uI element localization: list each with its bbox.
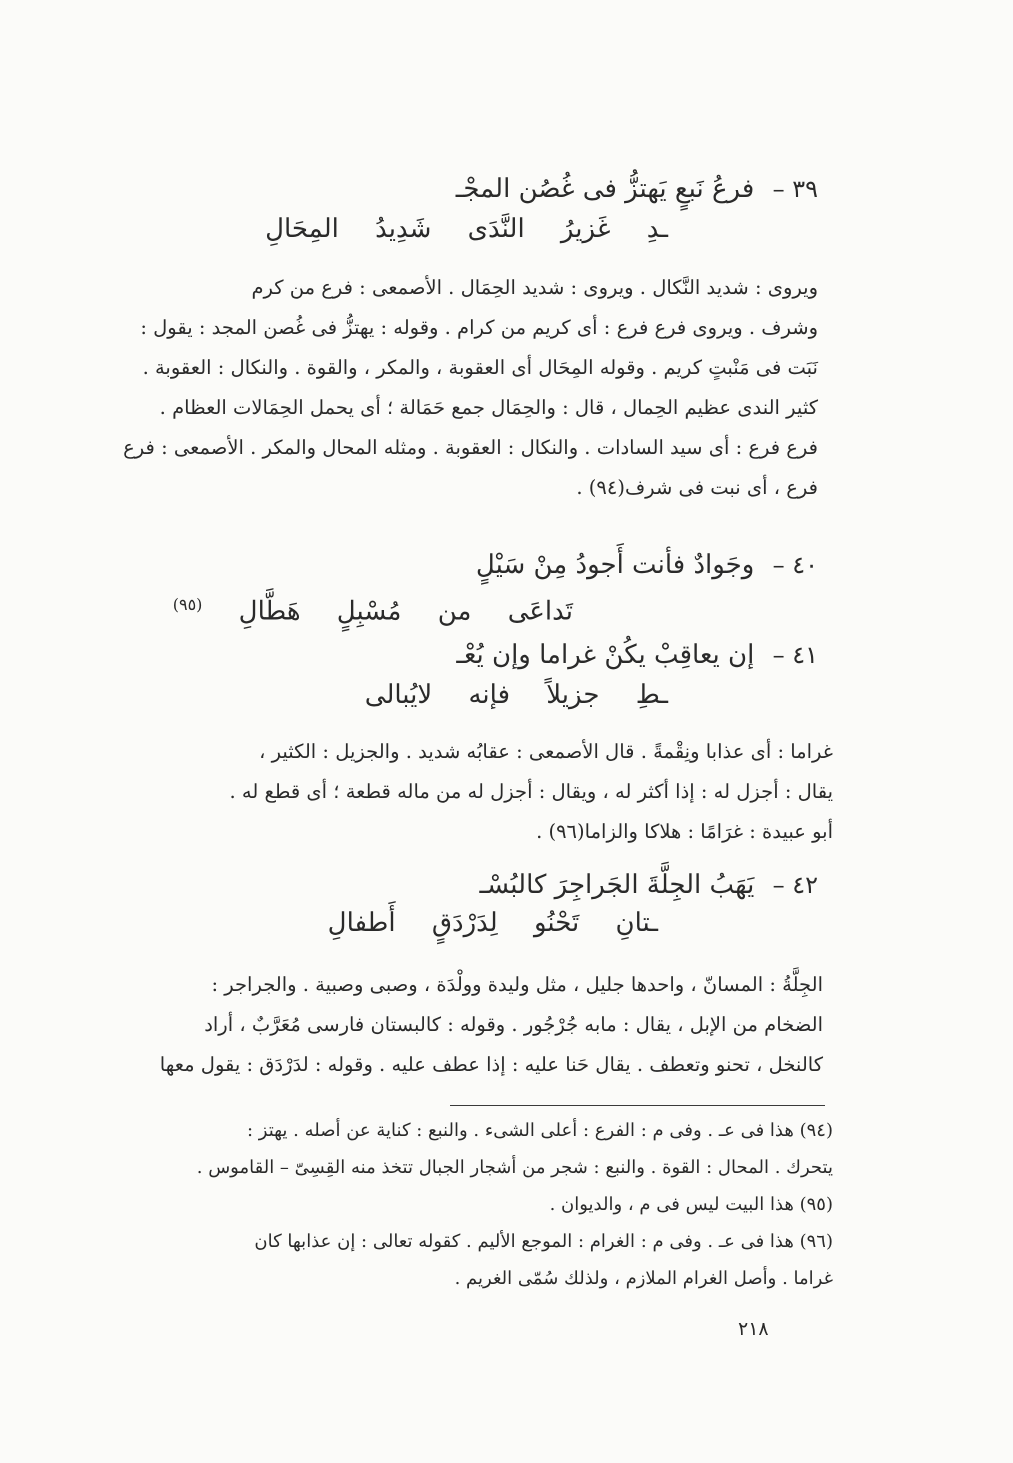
verse-41-line1	[456, 638, 818, 672]
footnote-96-cont: غراما . وأصل الغرام الملازم ، ولذلك سُمّى الغريم .	[454, 1268, 833, 1289]
commentary-42	[123, 965, 823, 1085]
verse-text: يَهَبُ الجِلَّةَ الجَراجِرَ كالبُسْـ	[479, 870, 755, 900]
commentary-41	[118, 732, 833, 852]
commentary-line: ويروى : شديد النَّكال . ويروى : شديد الحِمَال . الأصمعى : فرع من كرم	[251, 276, 818, 299]
commentary-line: فرع فرع : أى سيد السادات . والنكال : العقوبة . ومثله المحال والمكر . الأصمعى : فرع	[123, 436, 818, 459]
verse-42-line2	[328, 906, 658, 940]
footnotes	[113, 1112, 833, 1297]
footnote-95: (٩٥) هذا البيت ليس فى م ، والديوان .	[549, 1194, 833, 1215]
verse-40-line1	[476, 548, 818, 582]
verse-39-line1	[456, 172, 818, 206]
footnote-divider	[450, 1105, 825, 1106]
verse-41-line2	[365, 678, 668, 712]
commentary-line: نَبَت فى مَنْبتٍ كريم . وقوله المِحَال أى العقوبة ، والمكر ، والقوة . والنكال : العقوبة .	[142, 356, 818, 379]
page-number: ٢١٨	[738, 1318, 769, 1340]
commentary-line: يقال : أجزل له : إذا أكثر له ، ويقال : أجزل له من ماله قطعة ؛ أى قطع له .	[229, 780, 833, 803]
verse-text: إن يعاقِبْ يكُنْ غراما وإن يُعْـ	[456, 640, 755, 670]
commentary-line: الجِلَّةُ : المسانّ ، واحدها جليل ، مثل وليدة وولْدَة ، وصبى وصبية . والجراجر :	[211, 973, 823, 996]
commentary-line: وشرف . ويروى فرع فرع : أى كريم من كرام . وقوله : يهتزُّ فى غُصن المجد : يقول :	[140, 316, 818, 339]
verse-40-line2	[173, 588, 573, 629]
footnote-94-cont: يتحرك . المحال : القوة . والنبع : شجر من أشجار الجبال تتخذ منه القِسِىّ – القاموس .	[196, 1157, 833, 1178]
verse-text: فرعُ نَبعٍ يَهتزُّ فى غُصُن المجْـ	[455, 174, 755, 204]
verse-text: ـتانِ تَحْنُو لِدَرْدَقٍ أَطفالِ	[327, 908, 658, 938]
verse-text: ـطِ جزيلاً فإنه لايُبالى	[364, 680, 668, 710]
commentary-line: كالنخل ، تحنو وتعطف . يقال حَنا عليه : إذا عطف عليه . وقوله : لدَرْدَق : يقول معها	[159, 1053, 823, 1076]
commentary-line: كثير الندى عظيم الحِمال ، قال : والحِمَال جمع حَمَالة ؛ أى يحمل الحِمَالات العظام .	[159, 396, 818, 419]
verse-number: ٤٢ –	[772, 871, 818, 899]
footnote-96: (٩٦) هذا فى عـ . وفى م : الغرام : الموجع الأليم . كقوله تعالى : إن عذابها كان	[254, 1231, 833, 1252]
verse-number: ٤٠ –	[772, 551, 818, 579]
commentary-line: فرع ، أى نبت فى شرف(٩٤) .	[576, 476, 818, 499]
verse-42-line1	[479, 868, 818, 902]
verse-39-line2	[265, 212, 668, 246]
verse-number: ٣٩ –	[772, 175, 818, 203]
footnote-94: (٩٤) هذا فى عـ . وفى م : الفرع : أعلى الشىء . والنبع : كناية عن أصله . يهتز :	[246, 1120, 833, 1141]
verse-number: ٤١ –	[772, 641, 818, 669]
commentary-39	[118, 268, 818, 508]
commentary-line: أبو عبيدة : غرَامًا : هلاكا والزاما(٩٦) .	[536, 820, 833, 843]
verse-text: ـدِ غَزيرُ النَّدَى شَدِيدُ المِحَالِ	[265, 214, 668, 244]
verse-text: وجَوادٌ فأنت أَجودُ مِنْ سَيْلٍ	[475, 550, 755, 580]
verse-text: تَداعَى من مُسْبِلٍ هَطَّالِ	[238, 596, 573, 627]
footnote-ref-95: (٩٥)	[172, 595, 203, 614]
commentary-line: الضخام من الإبل ، يقال : مابه جُرْجُور . وقوله : كالبستان فارسى مُعَرَّبٌ ، أراد	[204, 1013, 823, 1036]
commentary-line: غراما : أى عذابا ونِقْمةً . قال الأصمعى : عقابُه شديد . والجزيل : الكثير ،	[259, 740, 833, 763]
